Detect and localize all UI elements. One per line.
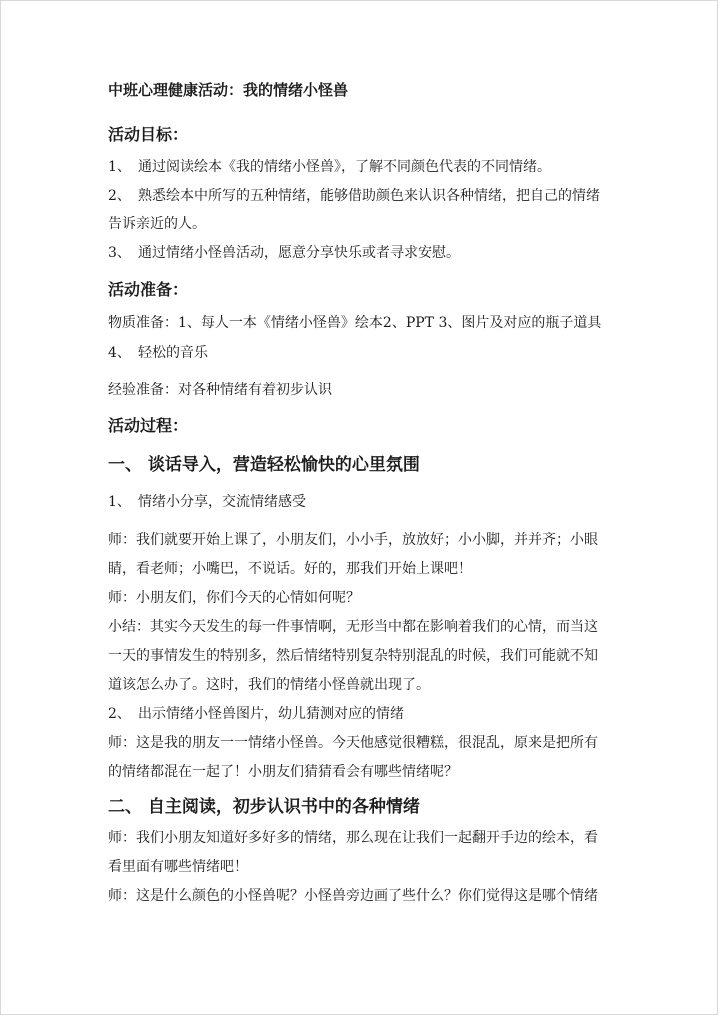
step-1-number: 1、 [108, 494, 131, 510]
paragraph-line: 道该怎么办了。这时，我们的情绪小怪兽就出现了。 [108, 677, 430, 693]
goal-2-continuation: 告诉亲近的人。 [108, 216, 206, 232]
section-2-heading: 二、 自主阅读，初步认识书中的各种情绪 [108, 797, 420, 817]
prep-item-4-number: 4、 [108, 345, 131, 361]
section-1-step-2 [108, 704, 404, 724]
goal-item-2 [108, 186, 600, 206]
prep-item-4 [108, 343, 208, 363]
section-1-step-1 [108, 492, 306, 512]
prep-heading: 活动准备： [108, 280, 189, 299]
goal-item-1 [108, 157, 551, 177]
paragraph-line: 的情绪都混在一起了！小朋友们猜猜看会有哪些情绪呢？ [108, 764, 458, 780]
document-title: 中班心理健康活动：我的情绪小怪兽 [108, 81, 349, 99]
prep-experience: 经验准备：对各种情绪有着初步认识 [108, 382, 332, 398]
step-1-text: 情绪小分享，交流情绪感受 [138, 494, 306, 510]
paragraph-line: 看里面有哪些情绪吧！ [108, 859, 248, 875]
step-2-text: 出示情绪小怪兽图片，幼儿猜测对应的情绪 [138, 706, 404, 722]
prep-item-4-text: 轻松的音乐 [138, 345, 208, 361]
paragraph-line: 师：这是什么颜色的小怪兽呢？小怪兽旁边画了些什么？你们觉得这是哪个情绪 [108, 888, 598, 904]
paragraph-line: 师：我们小朋友知道好多好多的情绪，那么现在让我们一起翻开手边的绘本，看 [108, 830, 598, 846]
goal-item-3 [108, 243, 460, 263]
section-1-heading: 一、 谈话导入，营造轻松愉快的心里氛围 [108, 455, 420, 475]
paragraph-line: 师：我们就要开始上课了，小朋友们，小小手，放放好；小小脚，并并齐；小眼 [108, 532, 598, 548]
paragraph-line: 小结：其实今天发生的每一件事情啊，无形当中都在影响着我们的心情，而当这 [108, 619, 598, 635]
goal-1-text: 通过阅读绘本《我的情绪小怪兽》，了解不同颜色代表的不同情绪。 [138, 159, 551, 175]
prep-material: 物质准备：1、每人一本《情绪小怪兽》绘本2、PPT 3、图片及对应的瓶子道具 [108, 315, 602, 331]
goal-2-text: 熟悉绘本中所写的五种情绪，能够借助颜色来认识各种情绪，把自己的情绪 [138, 188, 600, 204]
paragraph-line: 睛，看老师；小嘴巴，不说话。好的，那我们开始上课吧！ [108, 561, 472, 577]
paragraph-line: 一天的事情发生的特别多，然后情绪特别复杂特别混乱的时候，我们可能就不知 [108, 648, 598, 664]
goals-heading: 活动目标： [108, 125, 189, 144]
goal-3-number: 3、 [108, 245, 131, 261]
goal-2-number: 2、 [108, 188, 131, 204]
process-heading: 活动过程： [108, 416, 189, 435]
step-2-number: 2、 [108, 706, 131, 722]
goal-1-number: 1、 [108, 159, 131, 175]
paragraph-line: 师：这是我的朋友一一情绪小怪兽。今天他感觉很糟糕，很混乱，原来是把所有 [108, 735, 598, 751]
goal-3-text: 通过情绪小怪兽活动，愿意分享快乐或者寻求安慰。 [138, 245, 460, 261]
paragraph-line: 师：小朋友们，你们今天的心情如何呢？ [108, 590, 360, 606]
